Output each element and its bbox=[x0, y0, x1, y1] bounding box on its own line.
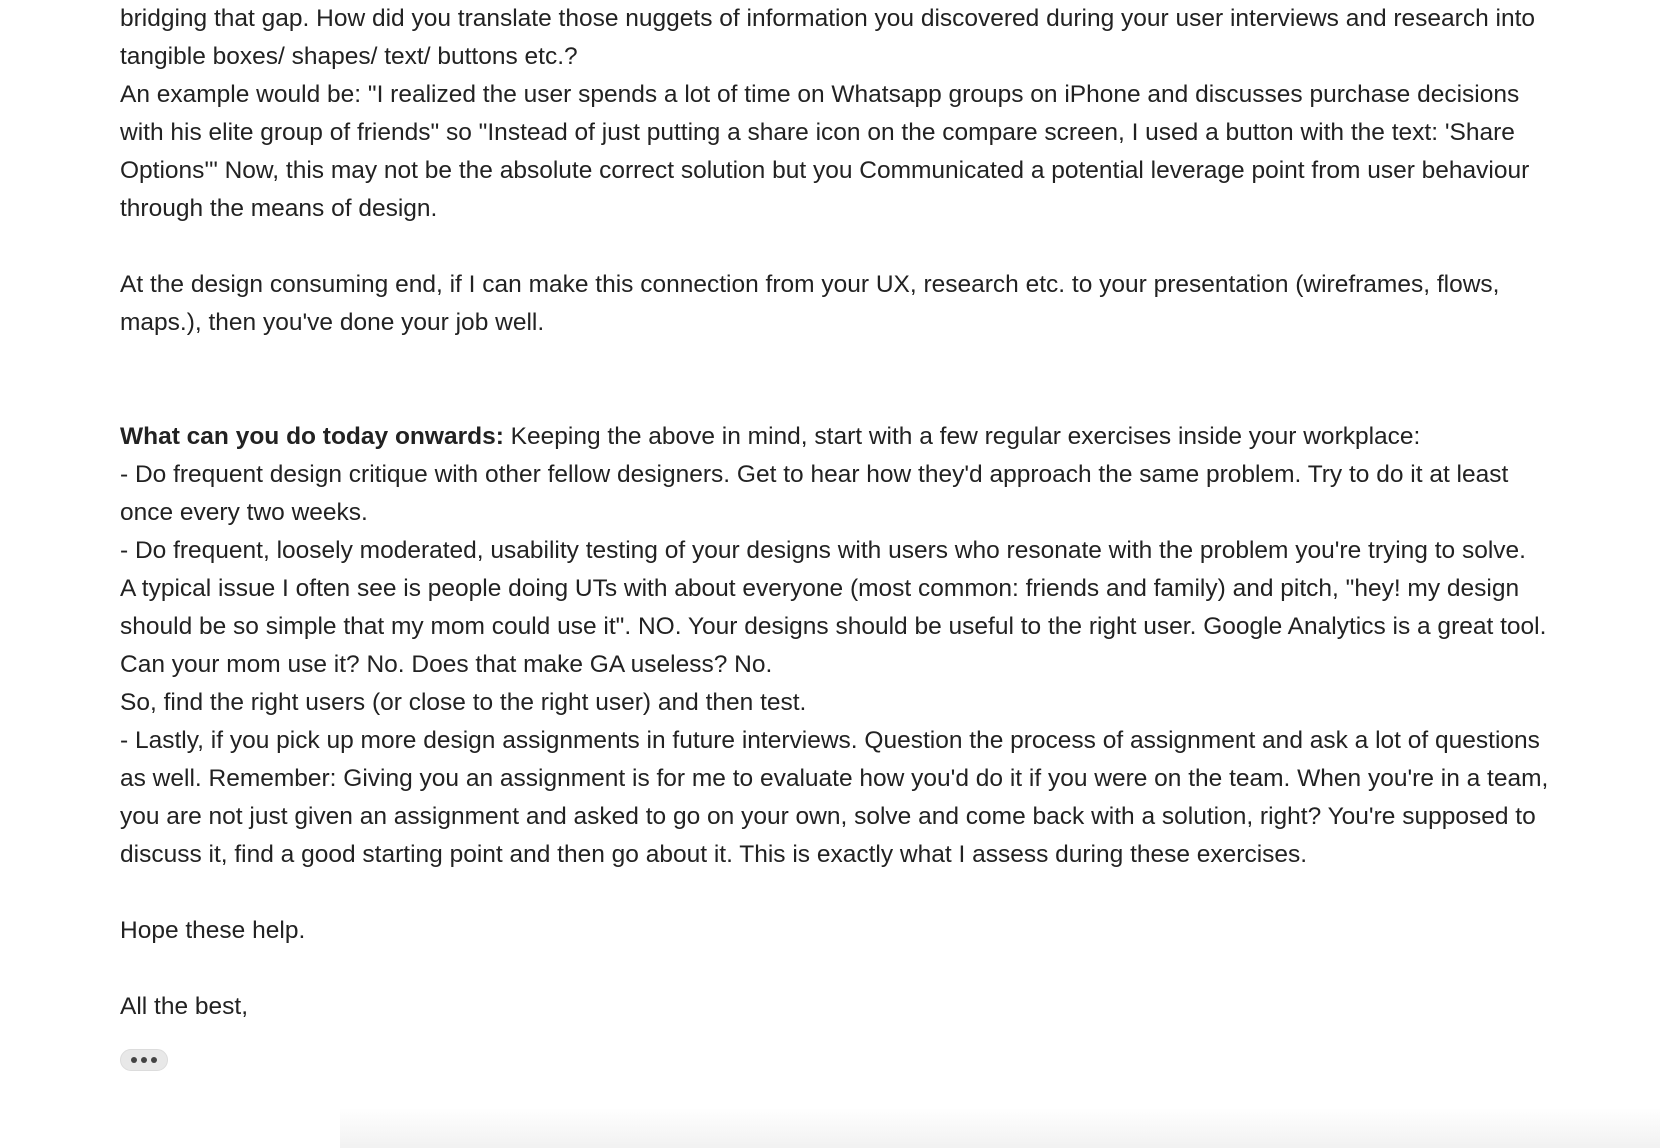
blank-line bbox=[120, 342, 1650, 418]
blank-line bbox=[120, 874, 1650, 912]
bullet-line: should be so simple that my mom could use it". NO. Your designs should be useful to the right user. Google Analytics is a great tool. bbox=[120, 613, 1547, 640]
bullet-line: So, find the right users (or close to the right user) and then test. bbox=[120, 689, 807, 716]
bullet-line: - Do frequent, loosely moderated, usability testing of your designs with users who resonate with the problem you're trying to solve. bbox=[120, 537, 1526, 564]
ellipsis-icon bbox=[151, 1057, 157, 1063]
paragraph-line: An example would be: "I realized the user spends a lot of time on Whatsapp groups on iPhone and discusses purchase decisions bbox=[120, 81, 1520, 108]
blank-line bbox=[120, 228, 1650, 266]
closing-line: Hope these help. bbox=[120, 917, 306, 944]
paragraph-line: At the design consuming end, if I can make this connection from your UX, research etc. to your presentation (wireframes, flows, bbox=[120, 271, 1500, 298]
bullet-line: once every two weeks. bbox=[120, 499, 368, 526]
section-intro-line bbox=[120, 418, 1650, 456]
paragraph-line: Options'" Now, this may not be the absolute correct solution but you Communicated a potential leverage point from user behaviour bbox=[120, 157, 1530, 184]
bullet-line: - Do frequent design critique with other fellow designers. Get to hear how they'd approach the same problem. Try to do it at least bbox=[120, 461, 1509, 488]
bullet-line: you are not just given an assignment and asked to go on your own, solve and come back with a solution, right? You're supposed to bbox=[120, 803, 1536, 830]
section-heading: What can you do today onwards: bbox=[120, 423, 504, 450]
bullet-line: discuss it, find a good starting point and then go about it. This is exactly what I assess during these exercises. bbox=[120, 841, 1308, 868]
bullet-line: Can your mom use it? No. Does that make GA useless? No. bbox=[120, 651, 773, 678]
blank-line bbox=[120, 950, 1650, 988]
show-trimmed-content-button[interactable] bbox=[120, 1049, 168, 1071]
section-intro-text: Keeping the above in mind, start with a few regular exercises inside your workplace: bbox=[503, 423, 1421, 450]
paragraph-line: maps.), then you've done your job well. bbox=[120, 309, 545, 336]
bullet-line: A typical issue I often see is people doing UTs with about everyone (most common: friends and family) and pitch, "hey! my design bbox=[120, 575, 1520, 602]
paragraph-line: tangible boxes/ shapes/ text/ buttons etc.? bbox=[120, 43, 578, 70]
ellipsis-icon bbox=[131, 1057, 137, 1063]
paragraph-line: bridging that gap. How did you translate those nuggets of information you discovered during your user interviews and research into bbox=[120, 5, 1536, 32]
bullet-line: - Lastly, if you pick up more design assignments in future interviews. Question the process of assignment and ask a lot of questions bbox=[120, 727, 1540, 754]
ellipsis-icon bbox=[141, 1057, 147, 1063]
email-message-body bbox=[120, 0, 1650, 1026]
bullet-line: as well. Remember: Giving you an assignment is for me to evaluate how you'd do it if you were on the team. When you're in a team, bbox=[120, 765, 1549, 792]
paragraph-line: with his elite group of friends" so "Instead of just putting a share icon on the compare screen, I used a button with the text: 'Share bbox=[120, 119, 1515, 146]
reply-area-shadow bbox=[340, 1108, 1660, 1148]
paragraph-line: through the means of design. bbox=[120, 195, 438, 222]
signoff-line: All the best, bbox=[120, 993, 249, 1020]
